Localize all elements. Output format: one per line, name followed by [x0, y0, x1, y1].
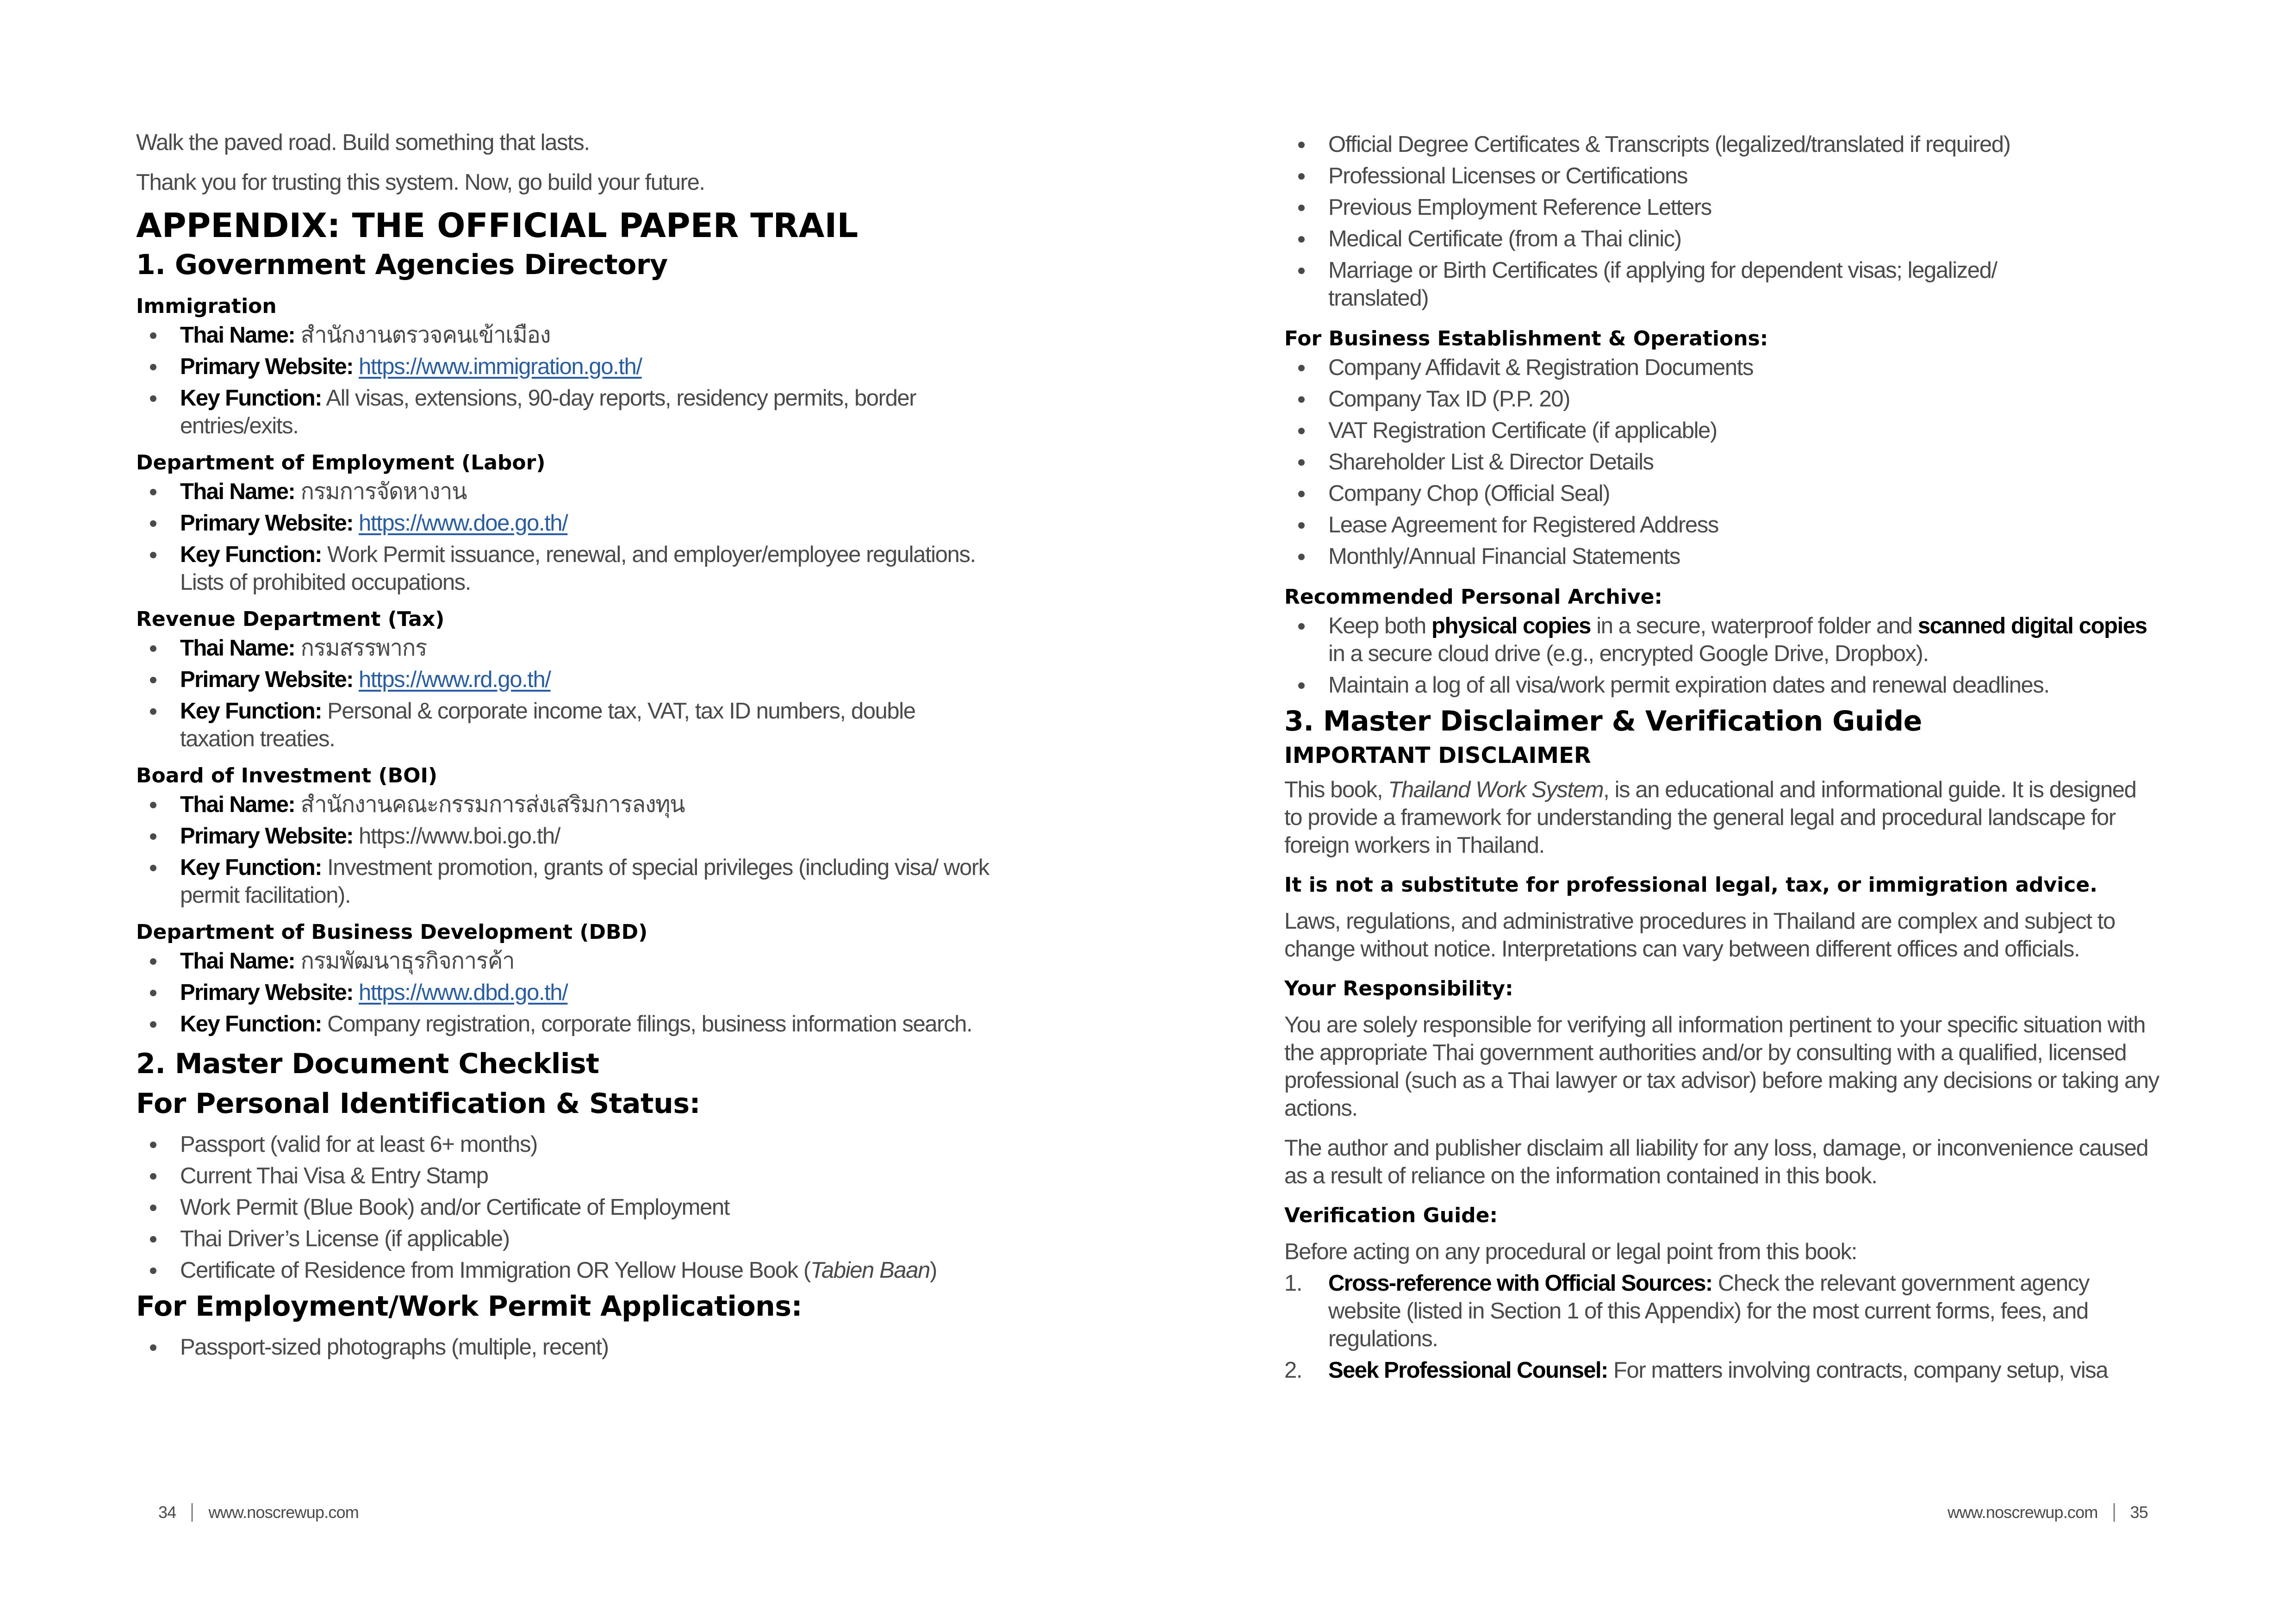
- not-substitute-warning: It is not a substitute for professional legal, tax, or immigration advice.: [1284, 873, 2097, 897]
- agency-employment: [136, 449, 992, 596]
- item-text: in a secure cloud drive (e.g., encrypted Google Drive, Dropbox).: [1328, 641, 1929, 666]
- key-function-label: Key Function:: [180, 855, 322, 880]
- list-item: [136, 697, 992, 753]
- key-function-value: Personal & corporate income tax, VAT, tax ID numbers, double taxation treaties.: [180, 699, 915, 751]
- left-page-content: [136, 129, 992, 1365]
- item-text: Passport-sized photographs (multiple, recent): [180, 1335, 609, 1360]
- left-footer: [158, 1503, 359, 1522]
- laws-paragraph: Laws, regulations, and administrative procedures in Thailand are complex and subject to change without notice. Interpretations can vary between different offices and officials.: [1284, 909, 2115, 962]
- bullet-icon: [150, 395, 156, 402]
- step-number: 1.: [1284, 1271, 1302, 1296]
- doe-website-link[interactable]: https://www.doe.go.th/: [359, 511, 568, 536]
- list-item: [1284, 225, 2159, 253]
- responsibility-title: Your Responsibility:: [1284, 977, 1513, 1000]
- bullet-icon: [150, 677, 156, 683]
- item-text: Company Chop (Official Seal): [1328, 481, 1610, 506]
- list-item: [1284, 543, 2159, 570]
- bullet-icon: [150, 802, 156, 808]
- key-function-label: Key Function:: [180, 699, 322, 724]
- disclaimer-paragraph: [1284, 776, 2159, 859]
- bullet-icon: [1298, 268, 1305, 274]
- footer-divider: [192, 1503, 193, 1522]
- list-item: [136, 1225, 992, 1253]
- item-text: Marriage or Birth Certificates (if applying for dependent visas; legalized/ translated): [1328, 258, 1997, 311]
- intro-line: Thank you for trusting this system. Now, go build your future.: [136, 170, 705, 195]
- list-item: [1284, 1356, 2159, 1384]
- bullet-icon: [150, 1205, 156, 1211]
- list-item: [1284, 194, 2159, 221]
- step-number: 2.: [1284, 1358, 1302, 1383]
- section-1-title: 1. Government Agencies Directory: [136, 249, 668, 281]
- bullet-icon: [1298, 205, 1305, 211]
- bullet-icon: [1298, 682, 1305, 689]
- bullet-icon: [1298, 142, 1305, 148]
- agency-boi: [136, 762, 992, 909]
- website-label: Primary Website:: [180, 824, 353, 849]
- responsibility-paragraph: You are solely responsible for verifying all information pertinent to your specific situation with the appropriate Thai government authorities and/or by consulting with a qualified, licensed professional (such as a Thai lawyer or tax advisor) before making any decisions or taking any actions.: [1284, 1012, 2159, 1121]
- bullet-icon: [150, 1142, 156, 1148]
- list-item: [1284, 131, 2159, 158]
- item-text: Thai Driver’s License (if applicable): [180, 1226, 510, 1251]
- bullet-icon: [150, 552, 156, 558]
- thai-name-value: กรมพัฒนาธุรกิจการค้า: [300, 949, 515, 974]
- key-function-value: Company registration, corporate filings, business information search.: [327, 1012, 972, 1037]
- employment-title: For Employment/Work Permit Applications:: [136, 1290, 803, 1323]
- step-text: For matters involving contracts, company setup, visa: [1607, 1358, 2108, 1383]
- list-item: [136, 478, 992, 506]
- bullet-icon: [150, 520, 156, 527]
- list-item: [1284, 256, 2159, 312]
- bullet-icon: [1298, 365, 1305, 371]
- item-text: Professional Licenses or Certifications: [1328, 163, 1688, 188]
- item-text: Passport (valid for at least 6+ months): [180, 1132, 537, 1157]
- bullet-icon: [1298, 522, 1305, 529]
- website-label: Primary Website:: [180, 354, 353, 379]
- list-item: [136, 979, 992, 1006]
- agency-immigration: [136, 293, 992, 440]
- liability-paragraph: The author and publisher disclaim all liability for any loss, damage, or inconvenience caused as a result of reliance on the information contained in this book.: [1284, 1136, 2148, 1188]
- list-item: [136, 541, 992, 596]
- archive-title: Recommended Personal Archive:: [1284, 585, 1663, 609]
- bullet-icon: [150, 708, 156, 715]
- footer-website: www.noscrewup.com: [208, 1503, 359, 1522]
- bullet-icon: [150, 1344, 156, 1351]
- list-item: [1284, 385, 2159, 413]
- list-item: [136, 791, 992, 818]
- list-item: [136, 1193, 992, 1221]
- bullet-icon: [1298, 173, 1305, 180]
- right-page: [1148, 0, 2296, 1624]
- thai-name-label: Thai Name:: [180, 792, 295, 817]
- step-label: Seek Professional Counsel:: [1328, 1358, 1608, 1383]
- item-text: Maintain a log of all visa/work permit expiration dates and renewal deadlines.: [1328, 673, 2049, 698]
- footer-website: www.noscrewup.com: [1948, 1503, 2098, 1522]
- thai-name-value: กรมสรรพากร: [300, 636, 427, 661]
- item-text: Certificate of Residence from Immigration OR Yellow House Book (: [180, 1258, 810, 1283]
- para-text: This book,: [1284, 777, 1388, 802]
- list-item: [136, 1256, 992, 1284]
- immigration-website-link[interactable]: https://www.immigration.go.th/: [359, 354, 642, 379]
- thai-name-label: Thai Name:: [180, 479, 295, 504]
- list-item: [1284, 671, 2159, 699]
- item-text: Shareholder List & Director Details: [1328, 450, 1654, 475]
- key-function-label: Key Function:: [180, 542, 322, 567]
- book-title: Thailand Work System: [1388, 777, 1604, 802]
- personal-identification-title: For Personal Identification & Status:: [136, 1087, 701, 1120]
- list-item: [136, 321, 992, 349]
- boi-website-text: https://www.boi.go.th/: [359, 824, 560, 849]
- list-item: [136, 634, 992, 662]
- bullet-icon: [150, 1268, 156, 1274]
- website-label: Primary Website:: [180, 980, 353, 1005]
- list-item: [136, 384, 992, 440]
- bullet-icon: [150, 364, 156, 370]
- footer-divider: [2114, 1503, 2115, 1522]
- thai-name-value: สำนักงานคณะกรรมการส่งเสริมการลงทุน: [300, 792, 685, 817]
- right-page-content: [1284, 131, 2159, 1388]
- thai-name-label: Thai Name:: [180, 636, 295, 661]
- item-text: Company Affidavit & Registration Documents: [1328, 355, 1754, 380]
- thai-name-label: Thai Name:: [180, 323, 295, 348]
- bullet-icon: [150, 489, 156, 495]
- dbd-website-link[interactable]: https://www.dbd.go.th/: [359, 980, 568, 1005]
- item-text: Official Degree Certificates & Transcripts (legalized/translated if required): [1328, 132, 2010, 157]
- website-label: Primary Website:: [180, 667, 353, 692]
- item-bold-text: physical copies: [1431, 613, 1591, 638]
- agency-dbd: [136, 918, 992, 1038]
- list-item: [1284, 480, 2159, 507]
- business-checklist: [1284, 354, 2159, 570]
- item-text: Lease Agreement for Registered Address: [1328, 512, 1718, 537]
- item-text-end: ): [929, 1258, 937, 1283]
- appendix-title: APPENDIX: THE OFFICIAL PAPER TRAIL: [136, 206, 859, 245]
- verification-title: Verification Guide:: [1284, 1204, 1498, 1227]
- key-function-value: Investment promotion, grants of special privileges (including visa/ work permit facilitation).: [180, 855, 989, 908]
- agency-name: Department of Employment (Labor): [136, 451, 546, 475]
- bullet-icon: [150, 1173, 156, 1180]
- item-text: Keep both: [1328, 613, 1432, 638]
- employment-checklist-left: [136, 1333, 992, 1361]
- bullet-icon: [1298, 428, 1305, 434]
- agency-name: Board of Investment (BOI): [136, 764, 437, 787]
- para-text: , is an educational and informational guide. It is designed to provide a framework for understanding the general legal and procedural landscape for foreign workers in Thailand.: [1284, 777, 2136, 858]
- business-title: For Business Establishment & Operations:: [1284, 327, 1768, 350]
- important-disclaimer-title: IMPORTANT DISCLAIMER: [1284, 743, 1591, 768]
- list-item: [136, 822, 992, 850]
- verification-steps: [1284, 1269, 2159, 1384]
- archive-list: [1284, 612, 2159, 699]
- page-number: 35: [2130, 1503, 2148, 1522]
- section-3-title: 3. Master Disclaimer & Verification Guide: [1284, 705, 1922, 737]
- list-item: [1284, 612, 2159, 668]
- website-label: Primary Website:: [180, 511, 353, 536]
- list-item: [136, 353, 992, 381]
- list-item: [1284, 448, 2159, 476]
- agency-revenue: [136, 606, 992, 753]
- section-2-title: 2. Master Document Checklist: [136, 1048, 599, 1080]
- item-text: Previous Employment Reference Letters: [1328, 195, 1711, 220]
- list-item: [136, 947, 992, 975]
- list-item: [136, 509, 992, 537]
- thai-name-label: Thai Name:: [180, 949, 295, 974]
- page-number: 34: [158, 1503, 176, 1522]
- list-item: [1284, 417, 2159, 444]
- thai-name-value: สำนักงานตรวจคนเข้าเมือง: [300, 323, 551, 348]
- list-item: [136, 1333, 992, 1361]
- bullet-icon: [1298, 236, 1305, 243]
- bullet-icon: [150, 1236, 156, 1243]
- list-item: [136, 1010, 992, 1038]
- verification-intro: Before acting on any procedural or legal point from this book:: [1284, 1239, 1857, 1264]
- step-label: Cross-reference with Official Sources:: [1328, 1271, 1712, 1296]
- key-function-label: Key Function:: [180, 1012, 322, 1037]
- item-text: in a secure, waterproof folder and: [1591, 613, 1918, 638]
- rd-website-link[interactable]: https://www.rd.go.th/: [359, 667, 551, 692]
- item-text: VAT Registration Certificate (if applicable): [1328, 418, 1717, 443]
- item-bold-text: scanned digital copies: [1917, 613, 2147, 638]
- item-text: Medical Certificate (from a Thai clinic): [1328, 226, 1681, 251]
- agency-name: Revenue Department (Tax): [136, 607, 445, 631]
- bullet-icon: [150, 990, 156, 996]
- bullet-icon: [1298, 554, 1305, 560]
- right-footer: [1948, 1503, 2148, 1522]
- list-item: [136, 1162, 992, 1190]
- list-item: [1284, 162, 2159, 190]
- agency-name: Immigration: [136, 294, 277, 318]
- step-text: Check the relevant government agency website (listed in Section 1 of this Appendix) for the most current forms, fees, and regulations.: [1328, 1271, 2090, 1351]
- personal-checklist: [136, 1131, 992, 1284]
- list-item: [1284, 511, 2159, 539]
- bullet-icon: [150, 645, 156, 652]
- list-item: [136, 854, 992, 909]
- item-text: Monthly/Annual Financial Statements: [1328, 544, 1680, 569]
- key-function-label: Key Function:: [180, 386, 322, 411]
- list-item: [136, 1131, 992, 1158]
- key-function-value: All visas, extensions, 90-day reports, residency permits, border entries/exits.: [180, 386, 916, 438]
- bullet-icon: [150, 1021, 156, 1028]
- thai-name-value: กรมการจัดหางาน: [300, 479, 467, 504]
- bullet-icon: [150, 332, 156, 339]
- key-function-value: Work Permit issuance, renewal, and employer/employee regulations. Lists of prohibited occupations.: [180, 542, 976, 595]
- bullet-icon: [1298, 459, 1305, 466]
- agency-name: Department of Business Development (DBD): [136, 920, 648, 944]
- bullet-icon: [1298, 623, 1305, 630]
- item-text: Work Permit (Blue Book) and/or Certificate of Employment: [180, 1195, 729, 1220]
- item-text: Company Tax ID (P.P. 20): [1328, 387, 1570, 412]
- list-item: [1284, 354, 2159, 381]
- intro-line: Walk the paved road. Build something that lasts.: [136, 130, 590, 155]
- list-item: [1284, 1269, 2159, 1353]
- list-item: [136, 666, 992, 693]
- bullet-icon: [150, 958, 156, 965]
- employment-checklist-right: [1284, 131, 2159, 312]
- bullet-icon: [150, 865, 156, 871]
- bullet-icon: [1298, 491, 1305, 497]
- bullet-icon: [150, 833, 156, 840]
- item-text: Current Thai Visa & Entry Stamp: [180, 1163, 488, 1188]
- item-italic-text: Tabien Baan: [810, 1258, 930, 1283]
- bullet-icon: [1298, 396, 1305, 403]
